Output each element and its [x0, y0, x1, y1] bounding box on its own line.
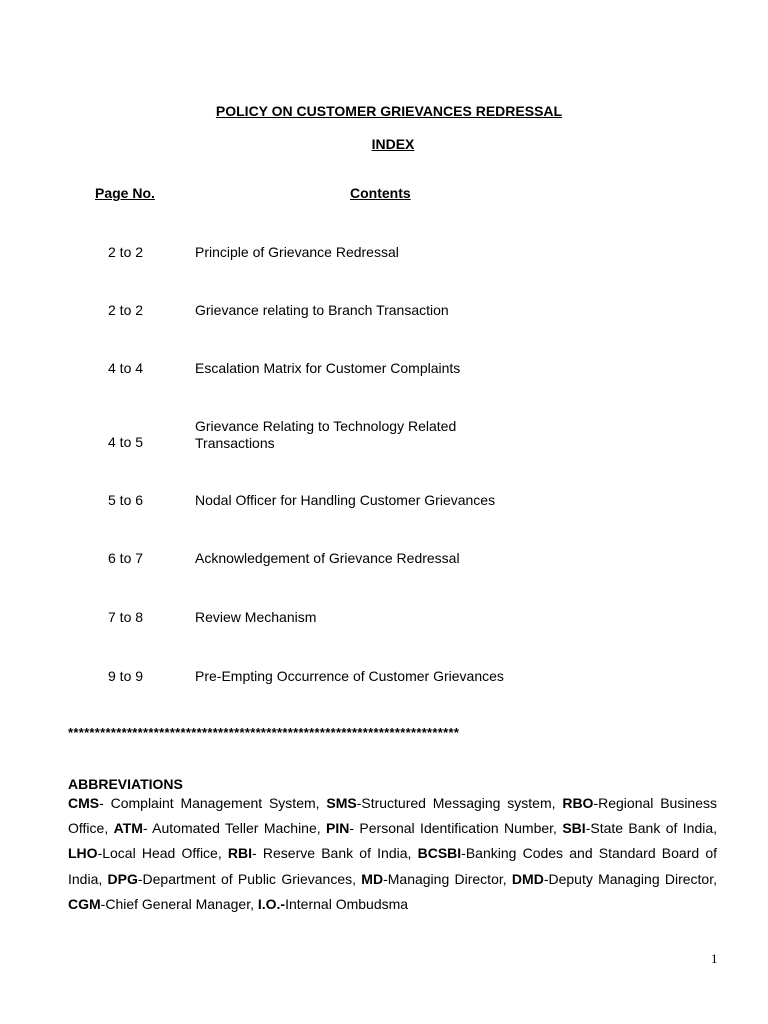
index-row-contents: Principle of Grievance Redressal — [195, 244, 399, 260]
index-row-contents: Grievance relating to Branch Transaction — [195, 302, 449, 318]
abbreviation-term: CGM — [68, 895, 101, 912]
abbreviation-definition: -Deputy Managing Director, — [543, 870, 717, 887]
index-row-pages: 5 to 6 — [108, 492, 144, 508]
abbreviation-term: ATM — [113, 820, 143, 837]
abbreviation-term: RBO — [562, 795, 594, 811]
abbreviation-term: DMD — [511, 870, 544, 887]
index-row-contents: Review Mechanism — [195, 609, 317, 625]
abbreviations-heading: ABBREVIATIONS — [68, 776, 183, 792]
index-heading: INDEX — [371, 136, 415, 152]
page-no-column-header: Page No. — [95, 185, 155, 201]
abbreviation-term: I.O.- — [257, 895, 286, 912]
abbreviation-definition: - Automated Teller Machine, — [142, 820, 327, 837]
index-row-pages: 6 to 7 — [108, 550, 144, 566]
abbreviation-definition: -State Bank of India, — [585, 820, 718, 837]
abbreviations-paragraph — [68, 791, 717, 917]
abbreviation-definition: -Department of Public Grievances, — [137, 870, 362, 887]
asterisk-separator: ************************************************************************* — [68, 725, 460, 740]
abbreviation-definition: -Chief General Manager, — [100, 895, 258, 912]
abbreviation-term: CMS — [68, 795, 100, 811]
index-row-contents: Nodal Officer for Handling Customer Grievances — [195, 492, 496, 508]
index-row-pages: 7 to 8 — [108, 609, 144, 625]
document-title: POLICY ON CUSTOMER GRIEVANCES REDRESSAL — [215, 103, 563, 119]
index-row-contents: Pre-Empting Occurrence of Customer Grievances — [195, 668, 504, 684]
index-row-pages: 4 to 4 — [108, 360, 144, 376]
abbreviation-definition: -Regional Business Office, — [68, 795, 717, 837]
abbreviation-term: BCSBI — [417, 845, 462, 862]
page-number: 1 — [711, 951, 718, 966]
abbreviation-term: MD — [361, 870, 384, 887]
abbreviation-definition: -Managing Director, — [383, 870, 512, 887]
abbreviation-term: RBI — [227, 845, 253, 862]
index-row-contents: Escalation Matrix for Customer Complaints — [195, 360, 461, 376]
index-row-pages: 9 to 9 — [108, 668, 144, 684]
abbreviation-definition: -Banking Codes and Standard Board of India, — [68, 845, 718, 887]
abbreviation-definition: Internal Ombudsma — [285, 895, 409, 912]
index-row-pages: 4 to 5 — [108, 434, 144, 450]
abbreviation-definition: - Complaint Management System, — [99, 795, 327, 811]
contents-column-header: Contents — [350, 185, 411, 201]
index-row-pages: 2 to 2 — [108, 302, 144, 318]
index-row-pages: 2 to 2 — [108, 244, 144, 260]
abbreviation-term: DPG — [107, 870, 138, 887]
abbreviation-term: SMS — [326, 795, 357, 811]
abbreviation-definition: -Structured Messaging system, — [356, 795, 563, 811]
abbreviation-definition: - Reserve Bank of India, — [252, 845, 418, 862]
index-row-contents: Grievance Relating to Technology Related Transactions — [195, 418, 457, 451]
index-row-contents: Acknowledgement of Grievance Redressal — [195, 550, 460, 566]
abbreviation-definition: -Local Head Office, — [97, 845, 228, 862]
abbreviation-term: LHO — [68, 845, 98, 862]
abbreviation-definition: - Personal Identification Number, — [349, 820, 563, 837]
abbreviation-term: SBI — [562, 820, 586, 837]
abbreviation-term: PIN — [326, 820, 350, 837]
